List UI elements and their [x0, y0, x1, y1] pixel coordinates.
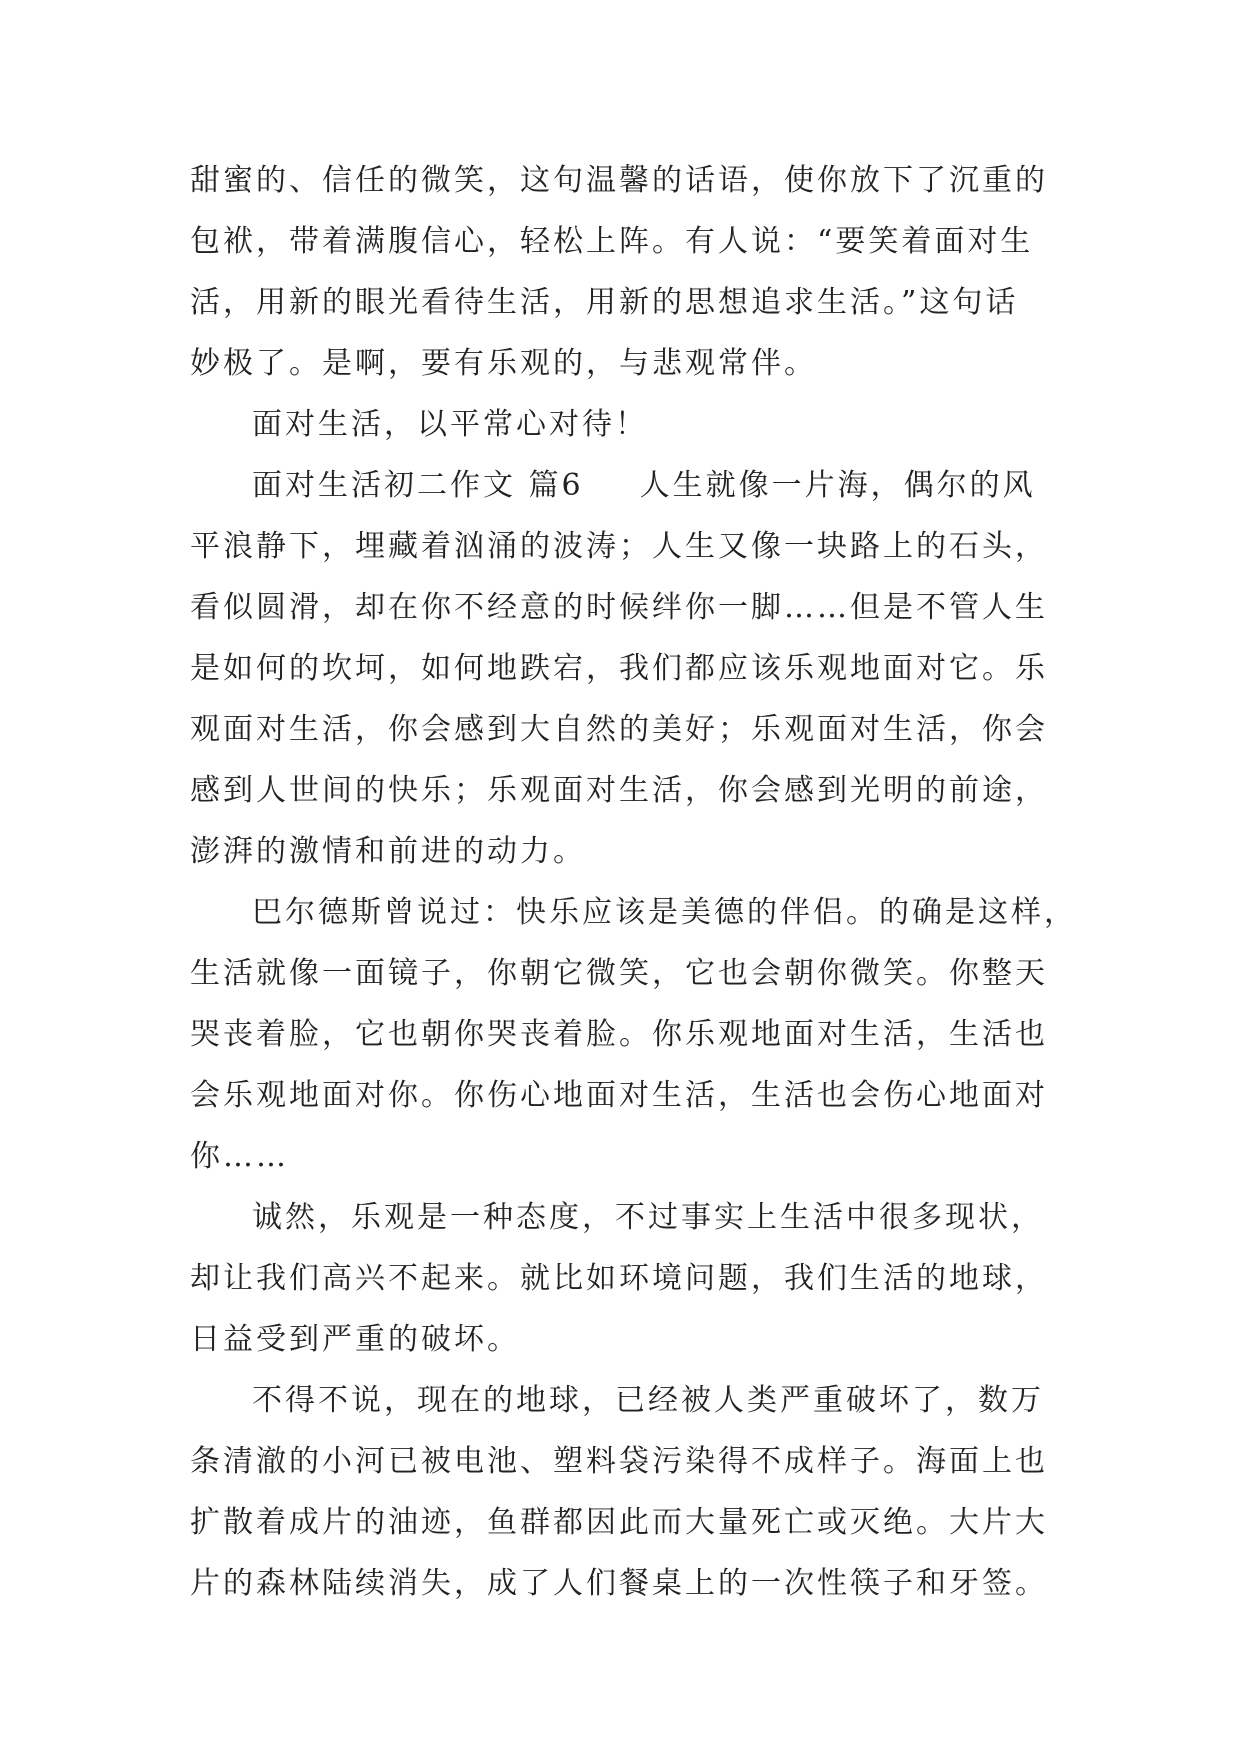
text-line: 条清澈的小河已被电池、塑料袋污染得不成样子。海面上也	[190, 1444, 1048, 1479]
text-line: 不得不说，现在的地球，已经被人类严重破坏了，数万	[252, 1383, 1044, 1418]
text-line: 看似圆滑，却在你不经意的时候绊你一脚……但是不管人生	[190, 590, 1048, 625]
text-line: 扩散着成片的油迹，鱼群都因此而大量死亡或灭绝。大片大	[190, 1505, 1048, 1540]
text-line: 面对生活，以平常心对待！	[252, 407, 648, 442]
text-line: 你……	[190, 1139, 289, 1174]
section-title: 面对生活初二作文 篇6	[252, 468, 584, 503]
text-line: 会乐观地面对你。你伤心地面对生活，生活也会伤心地面对	[190, 1078, 1048, 1113]
text-line: 观面对生活，你会感到大自然的美好；乐观面对生活，你会	[190, 712, 1048, 747]
text-line: 巴尔德斯曾说过：快乐应该是美德的伴侣。的确是这样，	[252, 895, 1077, 930]
text-line: 生活就像一面镜子，你朝它微笑，它也会朝你微笑。你整天	[190, 956, 1048, 991]
text-line: 诚然，乐观是一种态度，不过事实上生活中很多现状，	[252, 1200, 1044, 1235]
text-line: 片的森林陆续消失，成了人们餐桌上的一次性筷子和牙签。	[190, 1566, 1048, 1601]
section-first-text: 人生就像一片海，偶尔的风	[639, 468, 1036, 503]
text-line: 妙极了。是啊，要有乐观的，与悲观常伴。	[190, 346, 817, 381]
text-line: 包袱，带着满腹信心，轻松上阵。有人说：“要笑着面对生	[190, 224, 1034, 259]
text-line: 日益受到严重的破坏。	[190, 1322, 520, 1357]
text-line: 却让我们高兴不起来。就比如环境问题，我们生活的地球，	[190, 1261, 1048, 1296]
text-line: 活，用新的眼光看待生活，用新的思想追求生活。”这句话	[190, 285, 1019, 320]
text-line: 澎湃的激情和前进的动力。	[190, 834, 586, 869]
text-line: 平浪静下，埋藏着汹涌的波涛；人生又像一块路上的石头，	[190, 529, 1048, 564]
text-line: 甜蜜的、信任的微笑，这句温馨的话语，使你放下了沉重的	[190, 163, 1048, 198]
document-page	[190, 150, 1077, 1614]
text-line: 感到人世间的快乐；乐观面对生活，你会感到光明的前途，	[190, 773, 1048, 808]
text-line: 哭丧着脸，它也朝你哭丧着脸。你乐观地面对生活，生活也	[190, 1017, 1048, 1052]
text-line: 是如何的坎坷，如何地跌宕，我们都应该乐观地面对它。乐	[190, 651, 1048, 686]
section-heading-line	[190, 455, 1070, 516]
